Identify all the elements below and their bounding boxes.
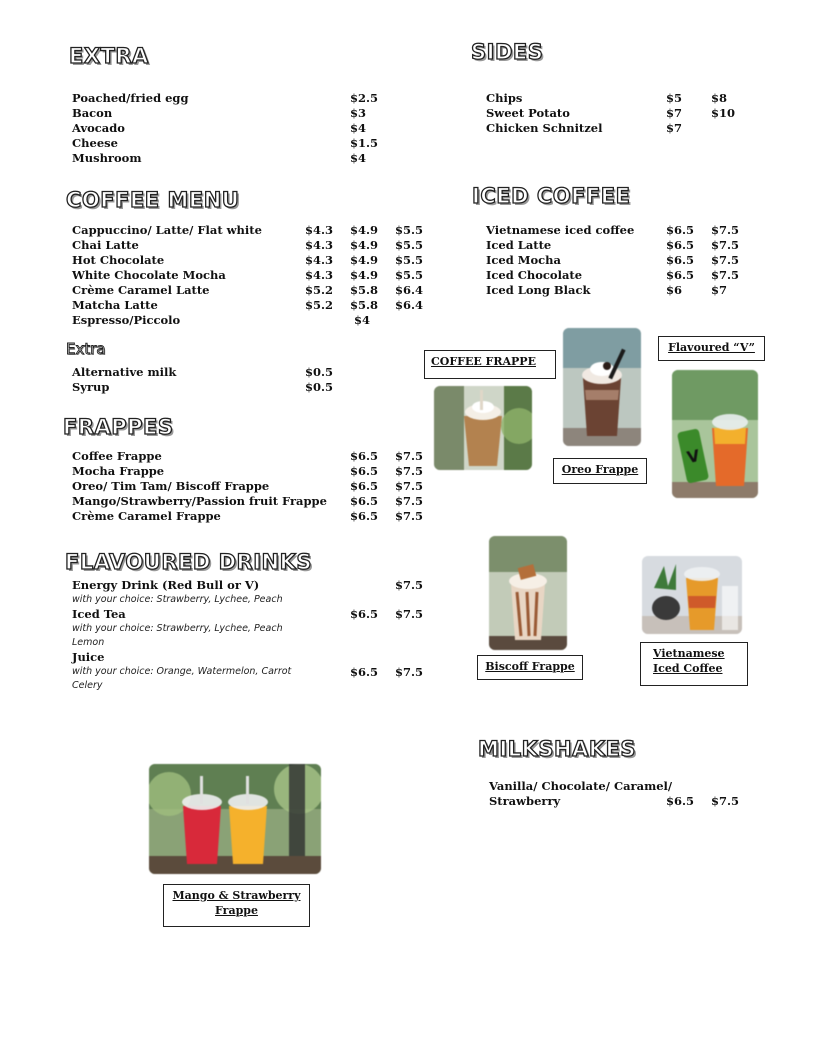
item-note: Celery: [72, 680, 103, 691]
caption-line: Iced Coffee: [653, 662, 723, 675]
frappes-heading: FRAPPES: [63, 415, 174, 439]
milkshakes-heading: MILKSHAKES: [478, 737, 637, 761]
biscoff-frappe-caption: Biscoff Frappe: [477, 655, 583, 680]
vietnamese-iced-coffee-caption: [640, 642, 748, 686]
item-note: Lemon: [72, 637, 105, 648]
svg-text:V: V: [685, 445, 702, 468]
coffee-frappe-photo: [434, 386, 532, 470]
caption-line: Mango & Strawberry: [172, 889, 301, 902]
oreo-frappe-photo: [563, 328, 641, 446]
biscoff-frappe-photo: [489, 536, 567, 650]
vietnamese-iced-coffee-photo: [642, 556, 742, 634]
caption-line: Frappe: [215, 904, 258, 917]
flavoured-v-caption: Flavoured “V”: [658, 336, 765, 361]
sides-heading: SIDES: [471, 40, 544, 64]
item-note: with your choice: Strawberry, Lychee, Peach: [72, 594, 283, 605]
item-note: with your choice: Strawberry, Lychee, Peach: [72, 623, 283, 634]
coffee-extra-heading: Extra: [66, 340, 106, 358]
mango-strawberry-frappe-caption: [163, 884, 310, 927]
coffee-frappe-caption: COFFEE FRAPPE: [424, 350, 556, 379]
extra-heading: EXTRA: [69, 44, 149, 68]
iced-heading: ICED COFFEE: [472, 184, 631, 208]
flavoured-v-photo: [672, 370, 758, 498]
caption-line: Vietnamese: [653, 647, 725, 660]
coffee-heading: COFFEE MENU: [66, 188, 240, 212]
item-note: with your choice: Orange, Watermelon, Carrot: [72, 666, 292, 677]
oreo-frappe-caption: Oreo Frappe: [553, 458, 647, 484]
mango-strawberry-frappe-photo: [149, 764, 321, 874]
flavoured-heading: FLAVOURED DRINKS: [65, 550, 312, 574]
